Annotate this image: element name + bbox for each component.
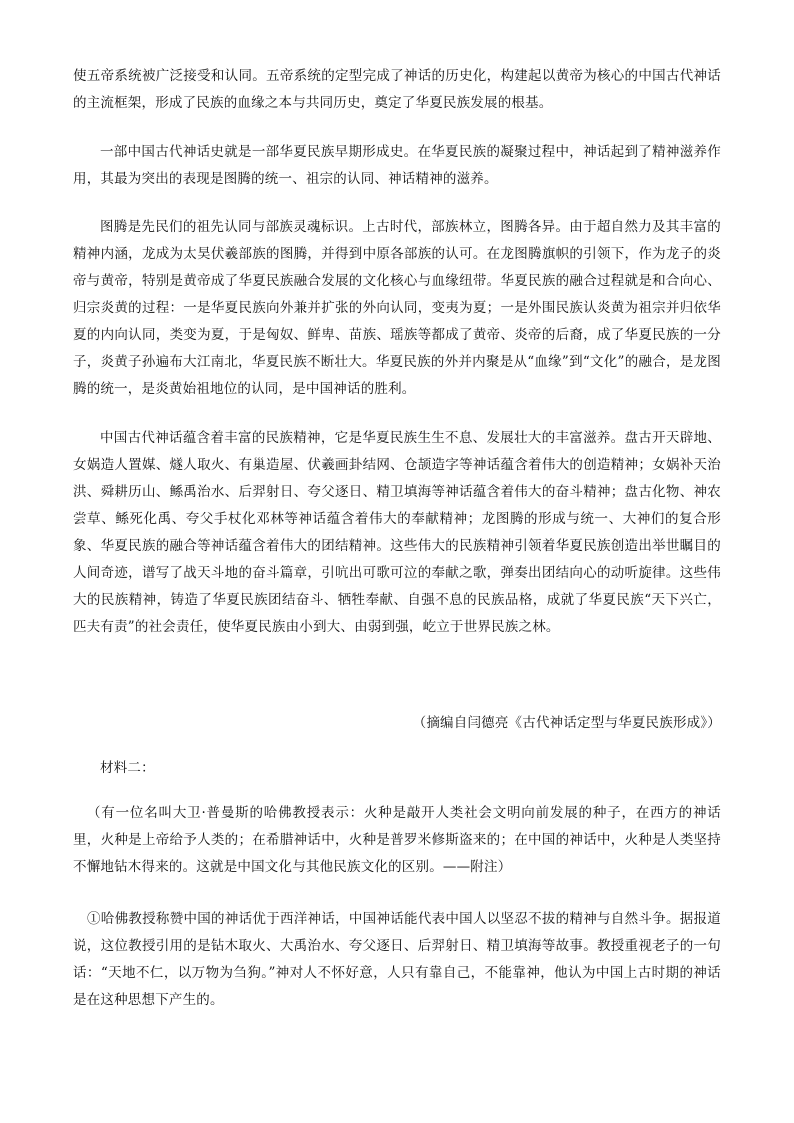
paragraph-mythology-history: 一部中国古代神话史就是一部华夏民族早期形成史。在华夏民族的凝聚过程中，神话起到了精神滋养作用，其最为突出的表现是图腾的统一、祖宗的认同、神话精神的滋养。 [73,144,721,187]
paragraph-totem: 图腾是先民们的祖先认同与部族灵魂标识。上古时代，部族林立，图腾各异。由于超自然力及其丰富的精神内涵，龙成为太昊伏羲部族的图腾，并得到中原各部族的认可。在龙图腾旗帜的引领下，作为龙子的炎帝与黄帝，特别是黄帝成了华夏民族融合发展的文化核心与血缘纽带。华夏民族的融合过程就是和合向心、归宗炎黄的过程：一是华夏民族向外兼并扩张的外向认同，变夷为夏；一是外围民族认炎黄为祖宗并归依华夏的内向认同，类变为夏，于是匈奴、鲜卑、苗族、瑶族等都成了黄帝、炎帝的后裔，成了华夏民族的一分子，炎黄子孙遍布大江南北，华夏民族不断壮大。华夏民族的外并内聚是从“血缘”到“文化”的融合，是龙图腾的统一，是炎黄始祖地位的认同，是中国神话的胜利。 [73,219,721,397]
material-two-label: 材料二： [100,760,155,776]
paragraph-national-spirit: 中国古代神话蕴含着丰富的民族精神，它是华夏民族生生不息、发展壮大的丰富滋养。盘古开天辟地、女娲造人置媒、燧人取火、有巢造屋、伏羲画卦结网、仓颉造字等神话蕴含着伟大的创造精神；女娲补天治洪、舜耕历山、鲧禹治水、后羿射日、夸父逐日、精卫填海等神话蕴含着伟大的奋斗精神；盘古化物、神农尝草、鲧死化禹、夸父手杖化邓林等神话蕴含着伟大的奉献精神；龙图腾的形成与统一、大神们的复合形象、华夏民族的融合等神话蕴含着伟大的团结精神。这些伟大的民族精神引领着华夏民族创造出举世瞩目的人间奇迹，谱写了战天斗地的奋斗篇章，引吭出可歌可泣的奉献之歌，弹奏出团结向心的动听旋律。这些伟大的民族精神，铸造了华夏民族团结奋斗、牺牲奉献、自强不息的民族品格，成就了华夏民族“天下兴亡，匹夫有责”的社会责任，使华夏民族由小到大、由弱到强，屹立于世界民族之林。 [73,430,721,635]
paragraph-harvard-praise: ①哈佛教授称赞中国的神话优于西洋神话，中国神话能代表中国人以坚忍不拔的精神与自然斗争。据报道说，这位教授引用的是钻木取火、大禹治水、夸父逐日、后羿射日、精卫填海等故事。教授重视老子的一句话：“天地不仁，以万物为刍狗。”神对人不怀好意，人只有靠自己，不能靠神，他认为中国上古时期的神话是在这种思想下产生的。 [73,911,721,1008]
source-citation: （摘编自闫德亮《古代神话定型与华夏民族形成》） [412,715,721,731]
harvard-professor-note: （有一位名叫大卫·普曼斯的哈佛教授表示：火种是敲开人类社会文明向前发展的种子，在西方的神话里，火种是上帝给予人类的；在希腊神话中，火种是普罗米修斯盗来的；在中国的神话中，火种是人类坚持不懈地钻木得来的。这就是中国文化与其他民族文化的区别。——附注） [73,805,721,875]
paragraph-five-emperors: 使五帝系统被广泛接受和认同。五帝系统的定型完成了神话的历史化，构建起以黄帝为核心的中国古代神话的主流框架，形成了民族的血缘之本与共同历史，奠定了华夏民族发展的根基。 [73,68,721,111]
